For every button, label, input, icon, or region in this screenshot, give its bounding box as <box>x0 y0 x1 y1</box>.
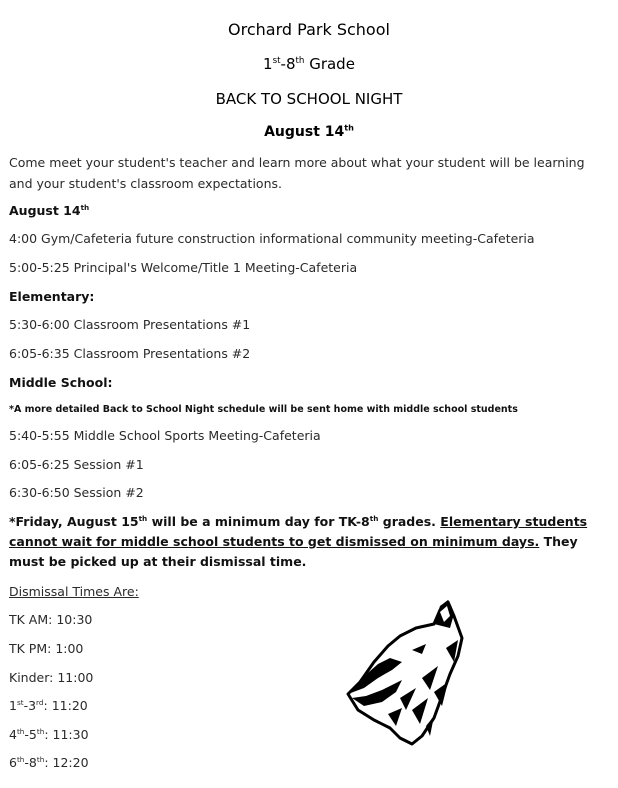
event-title: BACK TO SCHOOL NIGHT <box>215 90 403 108</box>
dismissal-heading: Dismissal Times Are: <box>9 584 139 599</box>
elementary-session-1: 5:30-6:00 Classroom Presentations #1 <box>9 317 251 332</box>
elementary-heading: Elementary: <box>9 289 95 304</box>
school-name: Orchard Park School <box>228 20 390 39</box>
middle-school-session-2: 6:30-6:50 Session #2 <box>9 485 144 500</box>
schedule-item-community-meeting: 4:00 Gym/Cafeteria future construction informational community meeting-Cafeteria <box>9 231 535 246</box>
howling-coyote-icon <box>330 598 466 746</box>
grade-range: 1st-8th Grade <box>263 55 355 73</box>
minimum-day-warning: Elementary students cannot wait for middle school students to get dismissed on minimum days. <box>9 514 588 549</box>
middle-school-sports-meeting: 5:40-5:55 Middle School Sports Meeting-Cafeteria <box>9 428 321 443</box>
middle-school-note: *A more detailed Back to School Night schedule will be sent home with middle school students <box>9 404 518 415</box>
intro-paragraph: Come meet your student's teacher and learn more about what your student will be learning and your student's classroom expectations. <box>9 155 585 191</box>
dismissal-grades-6-8: 6th-8th: 12:20 <box>9 754 89 770</box>
event-date: August 14th <box>264 122 354 140</box>
schedule-date-heading: August 14th <box>9 202 90 218</box>
minimum-day-notice: *Friday, August 15th will be a minimum day for TK-8th grades. Elementary students cannot wait for middle school students to get dismissed on minimum days. They must be picked up at their dismissal time. <box>9 513 588 569</box>
schedule-item-principal-welcome: 5:00-5:25 Principal's Welcome/Title 1 Meeting-Cafeteria <box>9 260 358 275</box>
dismissal-kinder: Kinder: 11:00 <box>9 670 94 685</box>
dismissal-tk-pm: TK PM: 1:00 <box>9 641 84 656</box>
dismissal-grades-4-5: 4th-5th: 11:30 <box>9 726 89 742</box>
elementary-session-2: 6:05-6:35 Classroom Presentations #2 <box>9 346 251 361</box>
middle-school-heading: Middle School: <box>9 375 113 390</box>
middle-school-session-1: 6:05-6:25 Session #1 <box>9 457 144 472</box>
dismissal-grades-1-3: 1st-3rd: 11:20 <box>9 697 88 713</box>
dismissal-tk-am: TK AM: 10:30 <box>9 612 93 627</box>
